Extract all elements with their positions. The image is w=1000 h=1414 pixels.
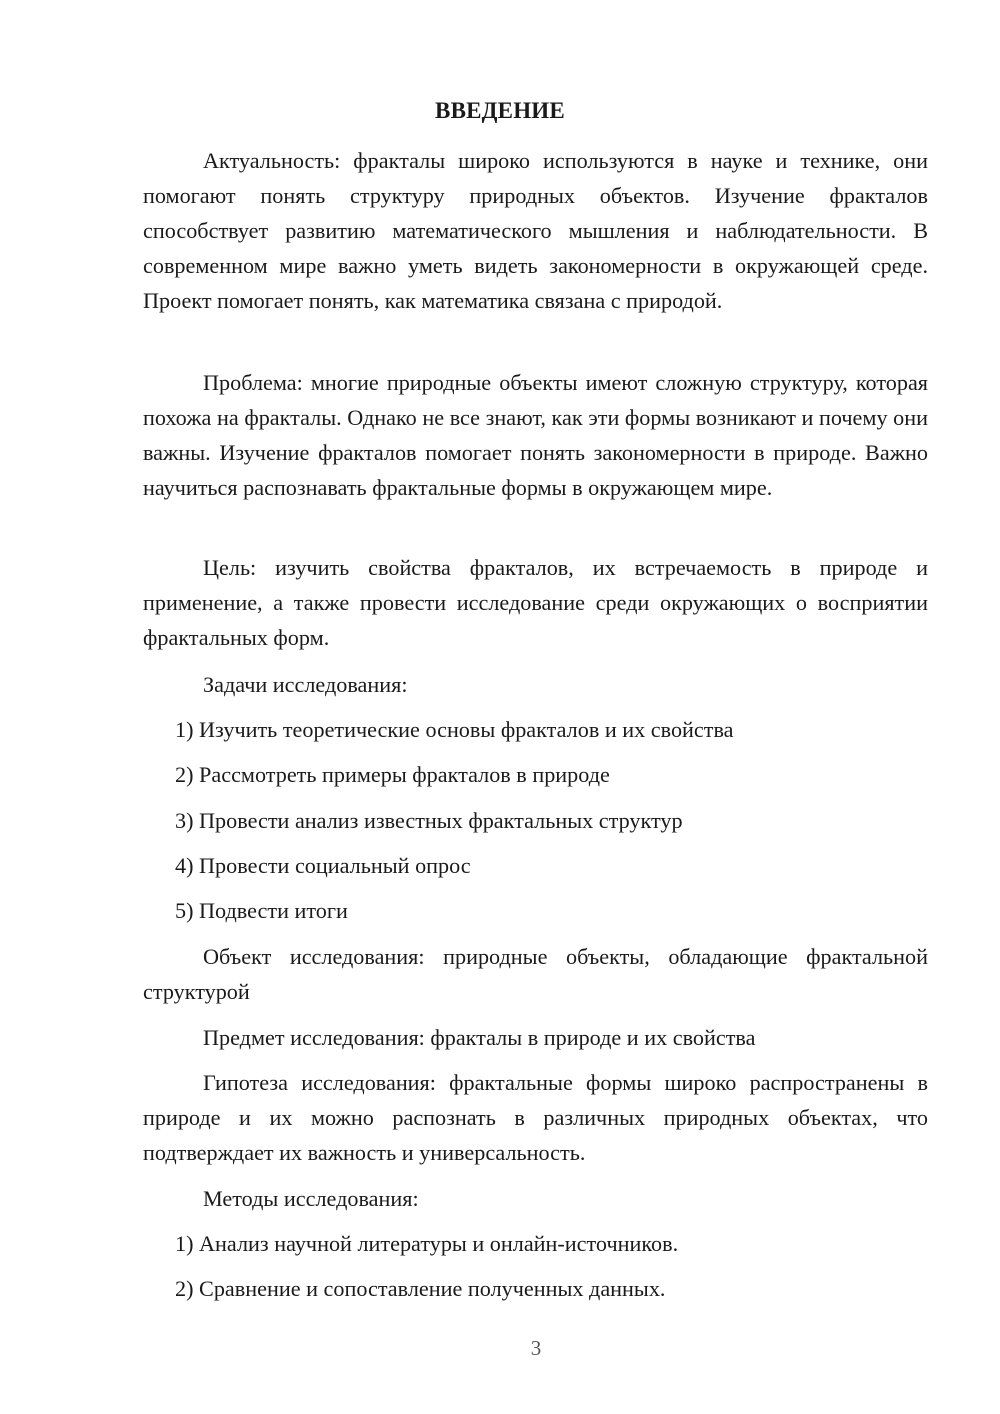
task-item-4: 4) Провести социальный опрос xyxy=(175,853,471,878)
task-item-1: 1) Изучить теоретические основы фракталов и их свойства xyxy=(175,717,734,742)
task-item-2: 2) Рассмотреть примеры фракталов в природе xyxy=(175,762,610,787)
task-item-3: 3) Провести анализ известных фрактальных структур xyxy=(175,808,683,833)
methods-heading: Методы исследования: xyxy=(203,1186,419,1211)
object-paragraph: Объект исследования: природные объекты, обладающие фрактальной структурой xyxy=(143,944,928,1004)
hypothesis-paragraph: Гипотеза исследования: фрактальные формы широко распространены в природе и их можно распознать в различных природных объектах, что подтверждает их важность и универсальность. xyxy=(143,1070,928,1165)
goal-paragraph: Цель: изучить свойства фракталов, их встречаемость в природе и применение, а также провести исследование среди окружающих о восприятии фрактальных форм. xyxy=(143,555,928,650)
method-item-2: 2) Сравнение и сопоставление полученных данных. xyxy=(175,1276,666,1301)
subject-paragraph: Предмет исследования: фракталы в природе и их свойства xyxy=(203,1025,756,1050)
method-item-1: 1) Анализ научной литературы и онлайн-источников. xyxy=(175,1231,679,1256)
tasks-heading: Задачи исследования: xyxy=(203,672,408,697)
page-number: 3 xyxy=(530,1336,542,1360)
problem-paragraph: Проблема: многие природные объекты имеют сложную структуру, которая похожа на фракталы. Однако не все знают, как эти формы возникают и почему они важны. Изучение фракталов помогает понять закономерности в природе. Важно научиться распознавать фрактальные формы в окружающем мире. xyxy=(143,370,928,500)
section-title: ВВЕДЕНИЕ xyxy=(435,98,565,123)
relevance-paragraph: Актуальность: фракталы широко используются в науке и технике, они помогают понять структуру природных объектов. Изучение фракталов способствует развитию математического мышления и наблюдательности. В современном мире важно уметь видеть закономерности в окружающей среде. Проект помогает понять, как математика связана с природой. xyxy=(143,148,928,313)
task-item-5: 5) Подвести итоги xyxy=(175,898,348,923)
